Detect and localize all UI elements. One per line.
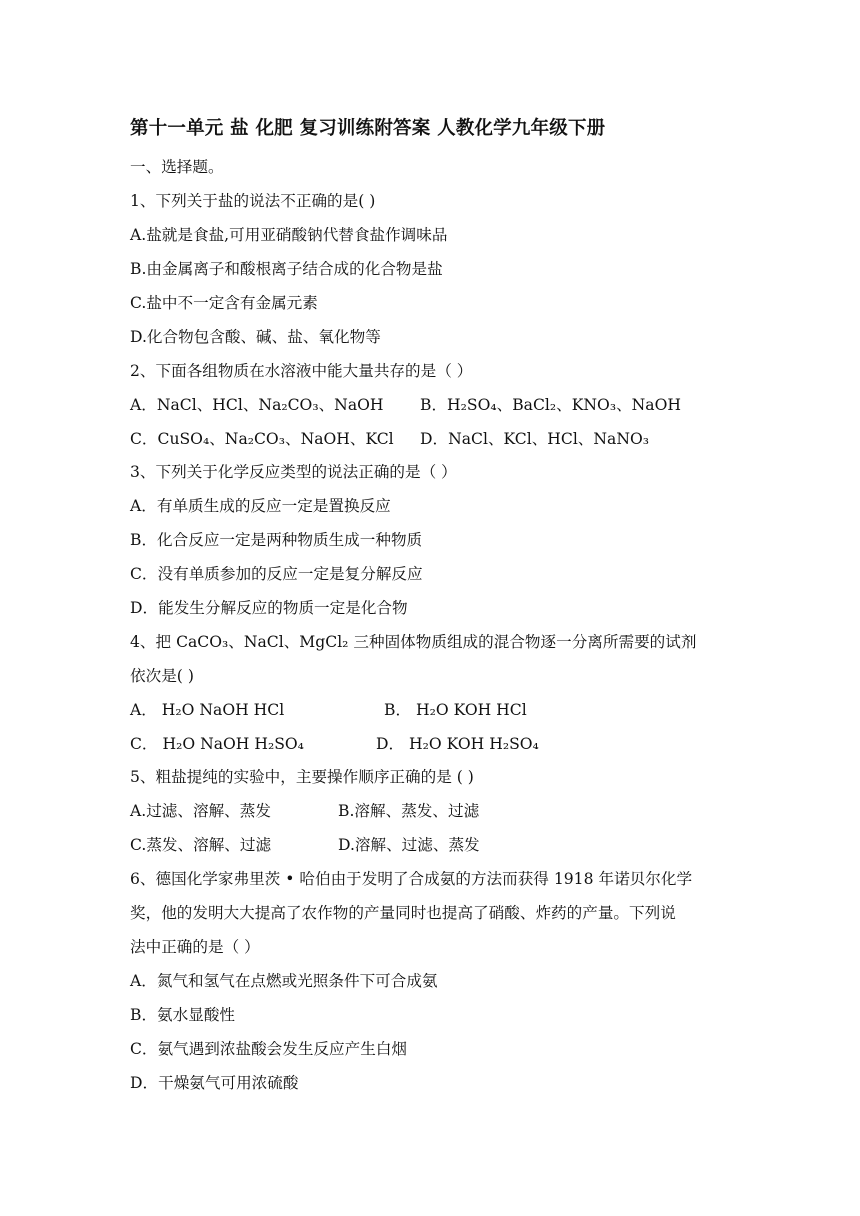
question-1-option-a: A.盐就是食盐,可用亚硝酸钠代替食盐作调味品 bbox=[130, 226, 448, 244]
question-1-option-d: D.化合物包含酸、碱、盐、氧化物等 bbox=[130, 328, 381, 346]
question-6-option-b: B．氨水显酸性 bbox=[130, 1006, 236, 1024]
section-heading: 一、选择题。 bbox=[130, 158, 224, 176]
question-5-stem: 5、粗盐提纯的实验中，主要操作顺序正确的是 ( ) bbox=[130, 768, 474, 786]
question-6-stem-line-3: 法中正确的是（ ） bbox=[130, 938, 260, 956]
question-4-option-b: B． H₂O KOH HCl bbox=[384, 701, 527, 719]
question-6-option-d: D．干燥氨气可用浓硫酸 bbox=[130, 1074, 299, 1092]
question-4-stem-line-1: 4、把 CaCO₃、NaCl、MgCl₂ 三种固体物质组成的混合物逐一分离所需要的试剂 bbox=[130, 633, 697, 651]
question-5-option-b: B.溶解、蒸发、过滤 bbox=[338, 802, 480, 820]
question-4-option-a: A． H₂O NaOH HCl bbox=[130, 701, 285, 719]
question-2-option-a: A．NaCl、HCl、Na₂CO₃、NaOH bbox=[130, 396, 384, 414]
question-5-option-a: A.过滤、溶解、蒸发 bbox=[130, 802, 271, 820]
question-2-stem: 2、下面各组物质在水溶液中能大量共存的是（ ） bbox=[130, 362, 473, 380]
question-5-option-d: D.溶解、过滤、蒸发 bbox=[338, 836, 480, 854]
question-3-option-d: D．能发生分解反应的物质一定是化合物 bbox=[130, 599, 408, 617]
question-3-option-b: B．化合反应一定是两种物质生成一种物质 bbox=[130, 531, 423, 549]
question-4-option-c: C． H₂O NaOH H₂SO₄ bbox=[130, 735, 304, 753]
question-3-stem: 3、下列关于化学反应类型的说法正确的是（ ） bbox=[130, 463, 457, 481]
question-3-option-c: C．没有单质参加的反应一定是复分解反应 bbox=[130, 565, 423, 583]
question-3-option-a: A．有单质生成的反应一定是置换反应 bbox=[130, 497, 391, 515]
question-6-stem-line-2: 奖，他的发明大大提高了农作物的产量同时也提高了硝酸、炸药的产量。下列说 bbox=[130, 904, 676, 922]
question-4-stem-line-2: 依次是( ) bbox=[130, 667, 194, 685]
question-5-option-c: C.蒸发、溶解、过滤 bbox=[130, 836, 272, 854]
document-title: 第十一单元 盐 化肥 复习训练附答案 人教化学九年级下册 bbox=[130, 118, 606, 139]
question-4-option-d: D． H₂O KOH H₂SO₄ bbox=[376, 735, 539, 753]
question-2-option-d: D．NaCl、KCl、HCl、NaNO₃ bbox=[420, 430, 650, 448]
question-1-stem: 1、下列关于盐的说法不正确的是( ) bbox=[130, 192, 376, 210]
question-2-option-c: C．CuSO₄、Na₂CO₃、NaOH、KCl bbox=[130, 430, 394, 448]
question-2-option-b: B．H₂SO₄、BaCl₂、KNO₃、NaOH bbox=[420, 396, 681, 414]
question-6-option-c: C．氨气遇到浓盐酸会发生反应产生白烟 bbox=[130, 1040, 408, 1058]
question-6-option-a: A．氮气和氢气在点燃或光照条件下可合成氨 bbox=[130, 972, 438, 990]
question-1-option-b: B.由金属离子和酸根离子结合成的化合物是盐 bbox=[130, 260, 443, 278]
question-1-option-c: C.盐中不一定含有金属元素 bbox=[130, 294, 318, 312]
question-6-stem-line-1: 6、德国化学家弗里茨 • 哈伯由于发明了合成氨的方法而获得 1918 年诺贝尔化学 bbox=[130, 870, 693, 888]
